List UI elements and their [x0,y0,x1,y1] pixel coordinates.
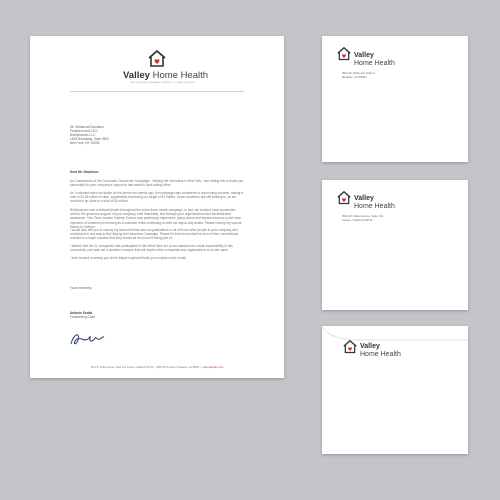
recipient-line: Mr. Mohamad Davidson [70,125,104,129]
house-logo-icon [336,47,352,61]
letter-paragraph: I would also ask you to convey my sincere thanks and congratulations to all of those other people in your company who contributed in any way to the Helping the Homeless Campaign. Please let them know that the sum of their contributions resulted in a major success that they should all be proud of being part of. [70,228,239,241]
letter-paragraph: I believe that the 21 companies that participated in this effort have set a new standard for social responsibility in this community, and have set a powerful example that will inspire other companies and organizations to do the same. [70,244,233,253]
card-address-line: Modesto, CA 95354 [342,75,367,79]
house-logo-icon [336,191,352,205]
card-address-line: 3511 W. Shaw Avenue, Suite 101 [342,214,384,218]
header-divider [70,91,244,92]
letter-paragraph: I look forward to seeing you at the Mayor's special thank-you reception next month. [70,256,188,260]
signature-image [68,329,108,349]
recipient-line: New York, NY 10036 [70,141,100,145]
letter-paragraph: As Chairwoman of the Corporate Conscience Campaign - Helping the Homeless in New York, I am writing this to thank you personally for your company's support in last month's fund-raising effort. [70,179,244,188]
house-logo-icon [342,340,358,354]
card-address-line: Fresno, California 93711 [342,218,373,222]
signer-name: Antonin Scalia [70,311,93,315]
recipient-line: BioDynamics LLC [70,133,96,137]
brand-name: Valley Home Health [354,52,395,67]
business-card-back [322,180,468,310]
closing: Yours sincerely, [70,286,93,290]
recipient-line: 1535 Broadway, Suite 4503 [70,137,109,141]
recipient-line: President and CEO [70,129,98,133]
house-logo-icon [147,50,167,68]
brand-tagline: RECOVERING | REHABILITATING | HOME SERVICE [130,82,196,84]
signer-title: Fundraising Chair [70,315,96,319]
card-address-line: 3511 W. Shaw Ave Suite 3 [342,71,375,75]
letter-paragraph: BioDynamics was a stalwart leader throughout the entire three-month campaign. In fact, we wouldn't have succeeded without the generous support of your company, both financially, and through your organizational and administrative assistance. Your Team Leader, Kathryn Gomez was particularly impressive, going above and beyond what we could have expected of someone performing as a volunteer while continuing on with her day-to-day duties. Please convey my special thanks to Kathryn. [70,208,242,229]
letterhead-page [30,36,284,378]
letter-footer: 3511 W. Shaw Avenue, Suite 101, Fresno, California 93711 | 908 15th St Suite 2, Modesto, CA 95354 | www.valleyhhs.com [90,366,224,369]
letter-paragraph: As I indicated when we spoke on the phone two weeks ago, the campaign was considered a resounding success, raising a total of $1.65 million to date, significantly exceeding our target of $1 million. Some donations are still trickling in, so we could end up close to a total of $2 million. [70,191,243,204]
envelope [322,326,468,454]
brand-name: Valley Home Health [360,343,401,358]
brand-name: Valley Home Health [123,70,209,81]
business-card-front [322,36,468,162]
salutation: Dear Mr. Davidson: [70,170,99,174]
brand-name: Valley Home Health [354,195,395,210]
